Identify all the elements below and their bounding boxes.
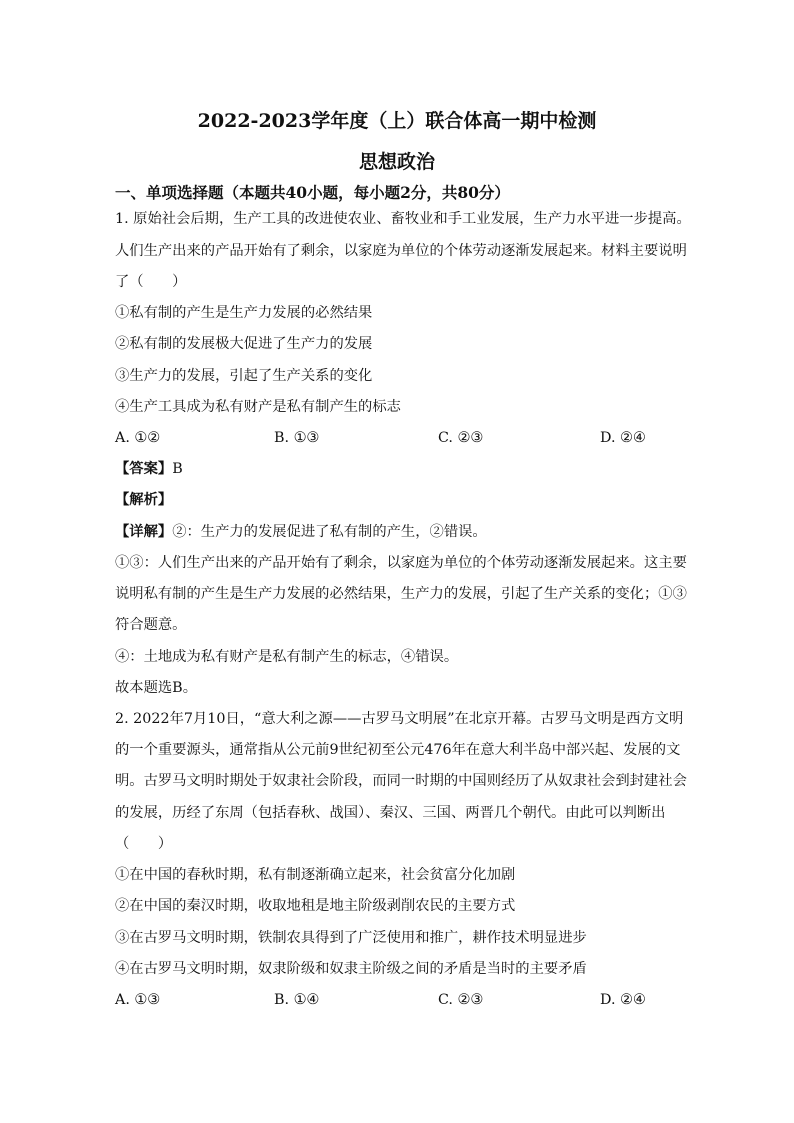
q2-stem-line: （ ） — [115, 836, 173, 852]
q2-statement: ②在中国的秦汉时期，收取地租是地主阶级剥削农民的主要方式 — [115, 898, 516, 914]
q2-option-b: B. ①④ — [274, 992, 320, 1008]
q1-statement: ②私有制的发展极大促进了生产力的发展 — [115, 336, 373, 352]
subject-title: 思想政治 — [358, 151, 435, 173]
q1-detail-line — [115, 522, 685, 542]
q1-option-d: D. ②④ — [600, 430, 646, 446]
q1-detail-line: 说明私有制的产生是生产力发展的必然结果，生产力的发展，引起了生产关系的变化；①③ — [115, 586, 687, 602]
q1-detail-line: ①③：人们生产出来的产品开始有了剩余，以家庭为单位的个体劳动逐渐发展起来。这主要 — [115, 555, 687, 571]
answer-label: 【答案】 — [115, 461, 173, 477]
q1-detail-line: 符合题意。 — [115, 617, 187, 633]
q1-stem-line: 了（ ） — [115, 274, 187, 290]
q2-statement: ①在中国的春秋时期，私有制逐渐确立起来，社会贫富分化加剧 — [115, 867, 516, 883]
q2-stem-line: 2. 2022年7月10日，“意大利之源——古罗马文明展”在北京开幕。古罗马文明是西方文明 — [115, 711, 684, 727]
q1-statement: ③生产力的发展，引起了生产关系的变化 — [115, 368, 373, 384]
q2-stem-line: 的一个重要源头，通常指从公元前9世纪初至公元476年在意大利半岛中部兴起、发展的文 — [115, 742, 681, 758]
q1-option-b: B. ①③ — [274, 430, 320, 446]
detail-text: ②：生产力的发展促进了私有制的产生，②错误。 — [172, 524, 487, 540]
q1-option-c: C. ②③ — [438, 430, 484, 446]
q2-option-a: A. ①③ — [115, 992, 161, 1008]
q1-statement: ①私有制的产生是生产力发展的必然结果 — [115, 305, 373, 321]
document-title: 2022-2023学年度（上）联合体高一期中检测 — [197, 110, 597, 132]
q2-option-c: C. ②③ — [438, 992, 484, 1008]
q1-stem-line: 1. 原始社会后期，生产工具的改进使农业、畜牧业和手工业发展，生产力水平进一步提高。 — [115, 211, 691, 227]
q2-stem-line: 的发展，历经了东周（包括春秋、战国）、秦汉、三国、两晋几个朝代。由此可以判断出 — [115, 805, 666, 821]
analysis-label: 【解析】 — [115, 492, 173, 508]
q2-statement: ④在古罗马文明时期，奴隶阶级和奴隶主阶级之间的矛盾是当时的主要矛盾 — [115, 961, 587, 977]
q2-option-d: D. ②④ — [600, 992, 646, 1008]
q1-detail-line: 故本题选B。 — [115, 680, 197, 696]
detail-label: 【详解】 — [115, 524, 173, 540]
q1-stem-line: 人们生产出来的产品开始有了剩余，以家庭为单位的个体劳动逐渐发展起来。材料主要说明 — [115, 243, 687, 259]
section-heading: 一、单项选择题（本题共40小题，每小题2分，共80分） — [115, 183, 510, 202]
q1-option-a: A. ①② — [115, 430, 161, 446]
q2-stem-line: 明。古罗马文明时期处于奴隶社会阶段，而同一时期的中国则经历了从奴隶社会到封建社会 — [115, 773, 687, 789]
q2-statement: ③在古罗马文明时期，铁制农具得到了广泛使用和推广，耕作技术明显进步 — [115, 930, 587, 946]
q1-statement: ④生产工具成为私有财产是私有制产生的标志 — [115, 399, 401, 415]
q1-detail-line: ④：土地成为私有财产是私有制产生的标志，④错误。 — [115, 649, 459, 665]
answer-value: B — [172, 461, 183, 477]
q1-answer — [115, 459, 183, 479]
